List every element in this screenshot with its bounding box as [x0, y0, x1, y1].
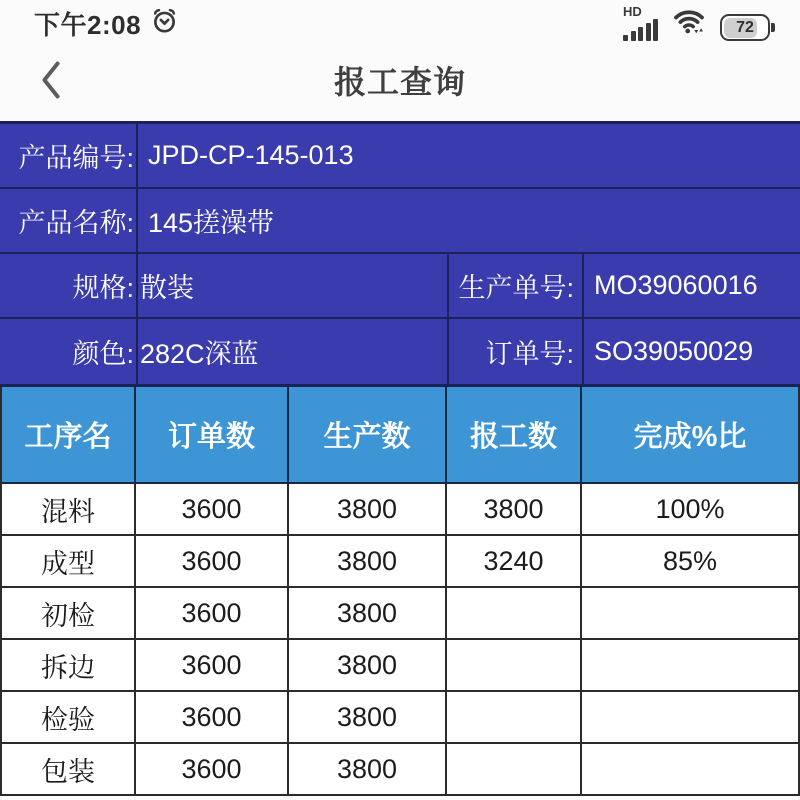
battery-percent: 72 — [736, 18, 754, 36]
col-header-order-qty: 订单数 — [136, 387, 289, 482]
cell-prod-qty: 3800 — [289, 640, 447, 690]
product-code-value: JPD-CP-145-013 — [136, 124, 800, 187]
product-name-row — [0, 189, 800, 254]
cell-order-qty: 3600 — [136, 536, 289, 586]
status-time: 下午2:08 — [34, 9, 142, 40]
col-header-process: 工序名 — [2, 387, 136, 482]
color-label: 颜色: — [72, 339, 134, 369]
cell-process: 包装 — [2, 744, 136, 794]
cell-order-qty: 3600 — [136, 744, 289, 794]
process-table — [0, 387, 800, 796]
table-row — [2, 484, 798, 536]
cell-report-qty — [447, 744, 582, 794]
table-row — [2, 536, 798, 588]
cell-complete-pct: 85% — [662, 545, 718, 576]
cell-report-qty: 3240 — [447, 536, 582, 586]
so-label: 订单号: — [447, 319, 582, 384]
status-bar — [0, 0, 800, 44]
cell-complete-pct — [582, 640, 798, 690]
spec-mo-row — [0, 254, 800, 319]
table-row — [2, 640, 798, 692]
cell-complete-pct — [582, 744, 798, 794]
table-row — [2, 744, 798, 796]
col-header-prod-qty: 生产数 — [289, 387, 447, 482]
spec-value: 散装 — [136, 254, 447, 317]
hd-badge: HD — [623, 4, 642, 19]
cell-order-qty: 3600 — [136, 588, 289, 638]
cell-report-qty: 3800 — [447, 484, 582, 534]
product-name-label: 产品名称: — [18, 208, 134, 238]
cell-order-qty: 3600 — [136, 692, 289, 742]
product-code-row — [0, 124, 800, 189]
cell-process: 混料 — [2, 484, 136, 534]
spec-label: 规格: — [72, 273, 134, 303]
table-header-row — [2, 387, 798, 484]
mo-label: 生产单号: — [447, 254, 582, 317]
nav-bar — [0, 44, 800, 116]
cell-order-qty: 3600 — [136, 484, 289, 534]
page-title: 报工查询 — [333, 64, 466, 100]
cell-report-qty — [447, 588, 582, 638]
battery-icon — [720, 14, 770, 41]
color-value: 282C深蓝 — [136, 319, 447, 384]
cell-complete-pct: 100% — [655, 493, 725, 524]
cell-prod-qty: 3800 — [289, 744, 447, 794]
cell-process: 拆边 — [2, 640, 136, 690]
cell-report-qty — [447, 640, 582, 690]
product-code-label: 产品编号: — [18, 143, 134, 173]
cell-process: 成型 — [2, 536, 136, 586]
color-so-row — [0, 319, 800, 384]
cell-complete-pct — [582, 588, 798, 638]
alarm-icon — [151, 7, 178, 39]
cell-process: 检验 — [2, 692, 136, 742]
cellular-signal-icon — [623, 5, 658, 41]
mo-value: MO39060016 — [582, 254, 800, 317]
cell-prod-qty: 3800 — [289, 692, 447, 742]
cell-order-qty: 3600 — [136, 640, 289, 690]
cell-prod-qty: 3800 — [289, 536, 447, 586]
cell-prod-qty: 3800 — [289, 484, 447, 534]
cell-complete-pct — [582, 692, 798, 742]
product-name-value: 145搓澡带 — [136, 189, 800, 252]
table-row — [2, 588, 798, 640]
col-header-report-qty: 报工数 — [447, 387, 582, 482]
so-value: SO39050029 — [582, 319, 800, 384]
back-button[interactable] — [36, 58, 66, 102]
cell-prod-qty: 3800 — [289, 588, 447, 638]
cell-process: 初检 — [2, 588, 136, 638]
col-header-complete-pct: 完成%比 — [633, 421, 747, 453]
wifi-icon — [672, 6, 706, 41]
table-row — [2, 692, 798, 744]
product-info-panel — [0, 121, 800, 387]
cell-report-qty — [447, 692, 582, 742]
